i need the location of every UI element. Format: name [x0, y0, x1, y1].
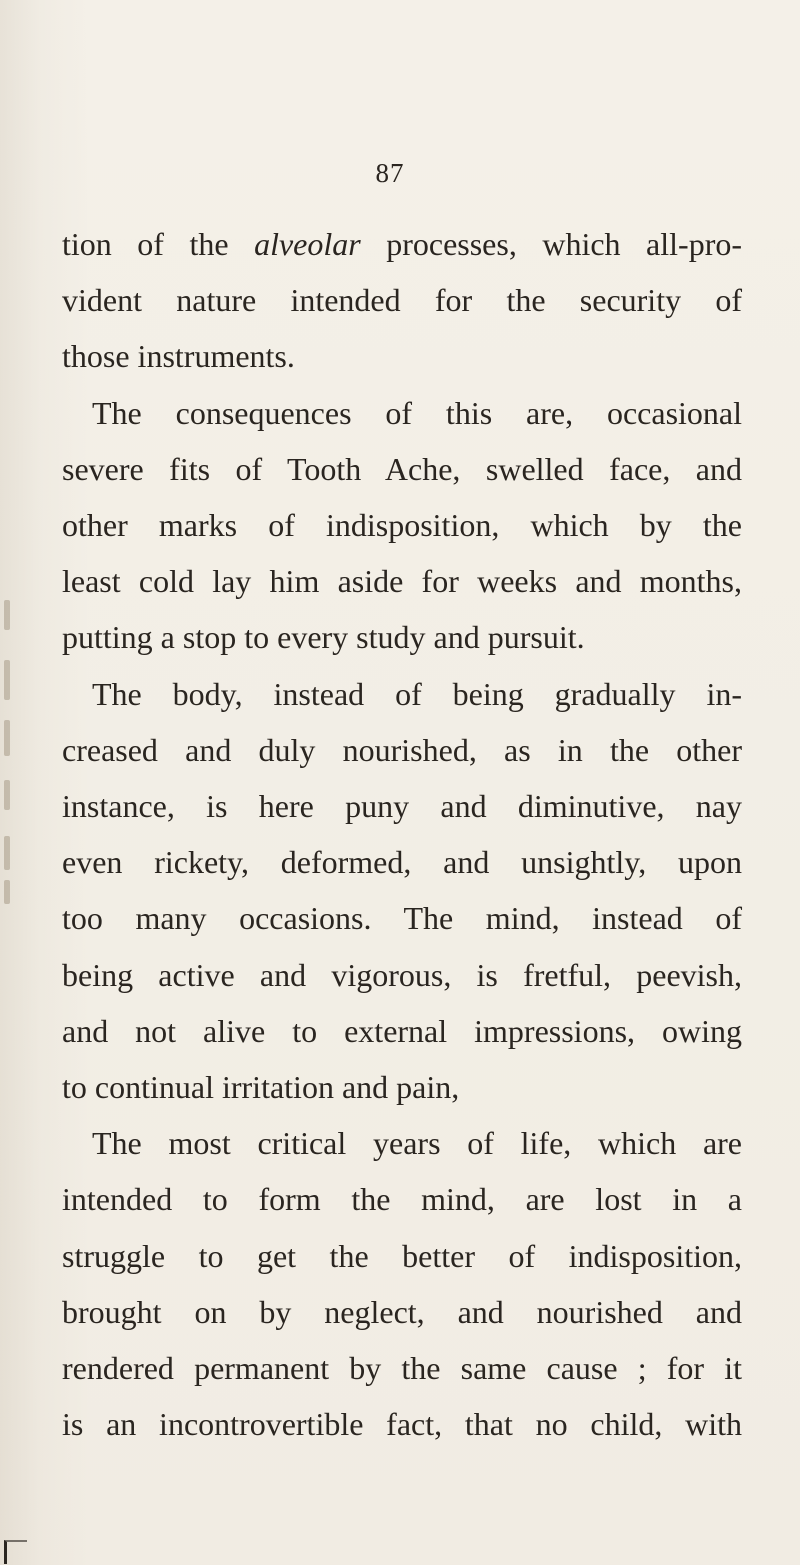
corner-mark	[4, 1540, 27, 1564]
text-line: vident nature intended for the security of	[62, 282, 742, 319]
text-line: too many occasions. The mind, instead of	[62, 900, 742, 937]
text-line: creased and duly nourished, as in the other	[62, 731, 742, 768]
page-number: 87	[375, 158, 405, 188]
italic-term: alveolar	[254, 226, 361, 262]
text-line: being active and vigorous, is fretful, peevish,	[62, 956, 742, 993]
text-line: to continual irritation and pain,	[62, 1069, 460, 1106]
text-line: even rickety, deformed, and unsightly, upon	[62, 844, 742, 881]
binding-gutter	[0, 600, 20, 1560]
text-line: least cold lay him aside for weeks and months,	[62, 563, 742, 600]
text-line: intended to form the mind, are lost in a	[62, 1181, 742, 1218]
text-line: severe fits of Tooth Ache, swelled face, and	[62, 450, 742, 487]
text-line: those instruments.	[62, 338, 295, 375]
body-text	[62, 216, 742, 1452]
text-line: brought on by neglect, and nourished and	[62, 1293, 742, 1330]
text-line: tion of the alveolar processes, which all-pro-	[62, 226, 743, 262]
text-line: instance, is here puny and diminutive, nay	[62, 788, 742, 825]
text-line: is an incontrovertible fact, that no child, with	[62, 1406, 742, 1443]
paragraph-start-line: The body, instead of being gradually in-	[92, 675, 742, 712]
text-line: and not alive to external impressions, owing	[62, 1012, 742, 1049]
paragraph-start-line: The most critical years of life, which are	[92, 1125, 742, 1162]
paragraph-start-line: The consequences of this are, occasional	[92, 394, 742, 431]
text-line: putting a stop to every study and pursuit.	[62, 619, 585, 656]
text-line: struggle to get the better of indisposition,	[62, 1237, 742, 1274]
text-line: other marks of indisposition, which by the	[62, 507, 742, 544]
text-line: rendered permanent by the same cause ; for it	[62, 1350, 742, 1387]
